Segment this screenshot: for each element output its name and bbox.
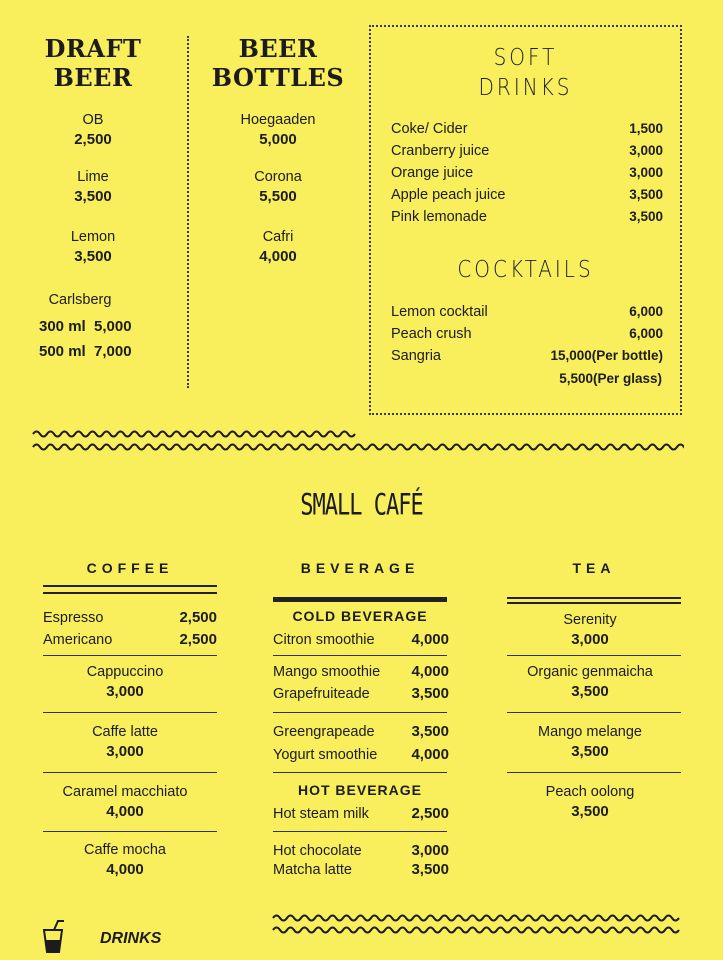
draft-beer-item: OB 2,500 bbox=[74, 112, 112, 148]
rule bbox=[43, 772, 217, 773]
rule bbox=[43, 712, 217, 713]
wavy-divider bbox=[272, 912, 682, 936]
carlsberg-size-row: 300 ml 5,000 bbox=[39, 318, 132, 335]
beverage-item: Matcha latte 3,500 bbox=[273, 861, 449, 878]
hot-beverage-heading: HOT BEVERAGE bbox=[297, 782, 422, 798]
soft-drink-item: Cranberry juice 3,000 bbox=[391, 143, 663, 159]
rule bbox=[273, 772, 447, 773]
rule bbox=[273, 712, 447, 713]
draft-beer-item: Lemon 3,500 bbox=[70, 229, 116, 265]
rule bbox=[507, 655, 681, 656]
soft-drink-item: Apple peach juice 3,500 bbox=[391, 187, 663, 203]
coffee-heading: COFFEE bbox=[86, 560, 174, 576]
wavy-divider bbox=[32, 426, 684, 456]
soft-drink-item: Coke/ Cider 1,500 bbox=[391, 121, 663, 137]
rule bbox=[273, 655, 447, 656]
beer-bottles-title: BEER BOTTLES bbox=[211, 34, 345, 92]
rule bbox=[43, 831, 217, 832]
rule bbox=[507, 602, 681, 604]
draft-beer-title: DRAFT BEER bbox=[44, 34, 142, 92]
rule bbox=[43, 592, 217, 594]
soft-drink-item: Orange juice 3,000 bbox=[391, 165, 663, 181]
soft-drink-item: Pink lemonade 3,500 bbox=[391, 209, 663, 225]
dotted-divider bbox=[187, 36, 189, 388]
rule bbox=[507, 772, 681, 773]
beverage-item: Greengrapeade 3,500 bbox=[273, 723, 449, 740]
cocktail-item: Lemon cocktail 6,000 bbox=[391, 304, 663, 320]
cold-beverage-heading: COLD BEVERAGE bbox=[292, 608, 428, 624]
coffee-item: Espresso 2,500 bbox=[43, 609, 217, 626]
beverage-item: Yogurt smoothie 4,000 bbox=[273, 746, 449, 763]
carlsberg-label: Carlsberg bbox=[48, 292, 112, 308]
coffee-item: Americano 2,500 bbox=[43, 631, 217, 648]
rule bbox=[507, 712, 681, 713]
coffee-item: Caramel macchiato 4,000 bbox=[62, 784, 188, 820]
tea-heading: TEA bbox=[572, 560, 616, 576]
beverage-item: Mango smoothie 4,000 bbox=[273, 663, 449, 680]
coffee-item: Caffe latte 3,000 bbox=[92, 724, 158, 760]
small-cafe-title: SMALL CAFÉ bbox=[300, 488, 423, 523]
cocktail-item: Sangria 15,000(Per bottle) bbox=[391, 348, 663, 364]
rule bbox=[43, 585, 217, 587]
rule bbox=[507, 597, 681, 599]
sangria-glass-price: 5,500(Per glass) bbox=[559, 371, 662, 386]
coffee-item: Caffe mocha 4,000 bbox=[84, 842, 166, 878]
soft-drinks-title: SOFT DRINKS bbox=[478, 43, 573, 101]
draft-beer-item: Lime 3,500 bbox=[74, 169, 112, 205]
cocktails-title: COCKTAILS bbox=[457, 255, 594, 283]
beer-bottle-item: Cafri 4,000 bbox=[259, 229, 297, 265]
rule bbox=[273, 831, 447, 832]
beer-bottle-item: Corona 5,500 bbox=[254, 169, 302, 205]
beverage-item: Hot steam milk 2,500 bbox=[273, 805, 449, 822]
beverage-item: Grapefruiteade 3,500 bbox=[273, 685, 449, 702]
tea-item: Peach oolong 3,500 bbox=[545, 784, 635, 820]
footer-label: DRINKS bbox=[100, 930, 162, 947]
coffee-item: Cappuccino 3,000 bbox=[86, 664, 164, 700]
beer-bottle-item: Hoegaaden 5,000 bbox=[240, 112, 316, 148]
carlsberg-size-row: 500 ml 7,000 bbox=[39, 343, 132, 360]
tea-item: Organic genmaicha 3,500 bbox=[527, 664, 653, 700]
beverage-heading: BEVERAGE bbox=[300, 560, 420, 576]
rule bbox=[273, 597, 447, 602]
tea-item: Serenity 3,000 bbox=[563, 612, 617, 648]
tea-item: Mango melange 3,500 bbox=[538, 724, 642, 760]
drink-glass-icon bbox=[42, 920, 66, 954]
beverage-item: Citron smoothie 4,000 bbox=[273, 631, 449, 648]
rule bbox=[43, 655, 217, 656]
beverage-item: Hot chocolate 3,000 bbox=[273, 842, 449, 859]
cocktail-item: Peach crush 6,000 bbox=[391, 326, 663, 342]
